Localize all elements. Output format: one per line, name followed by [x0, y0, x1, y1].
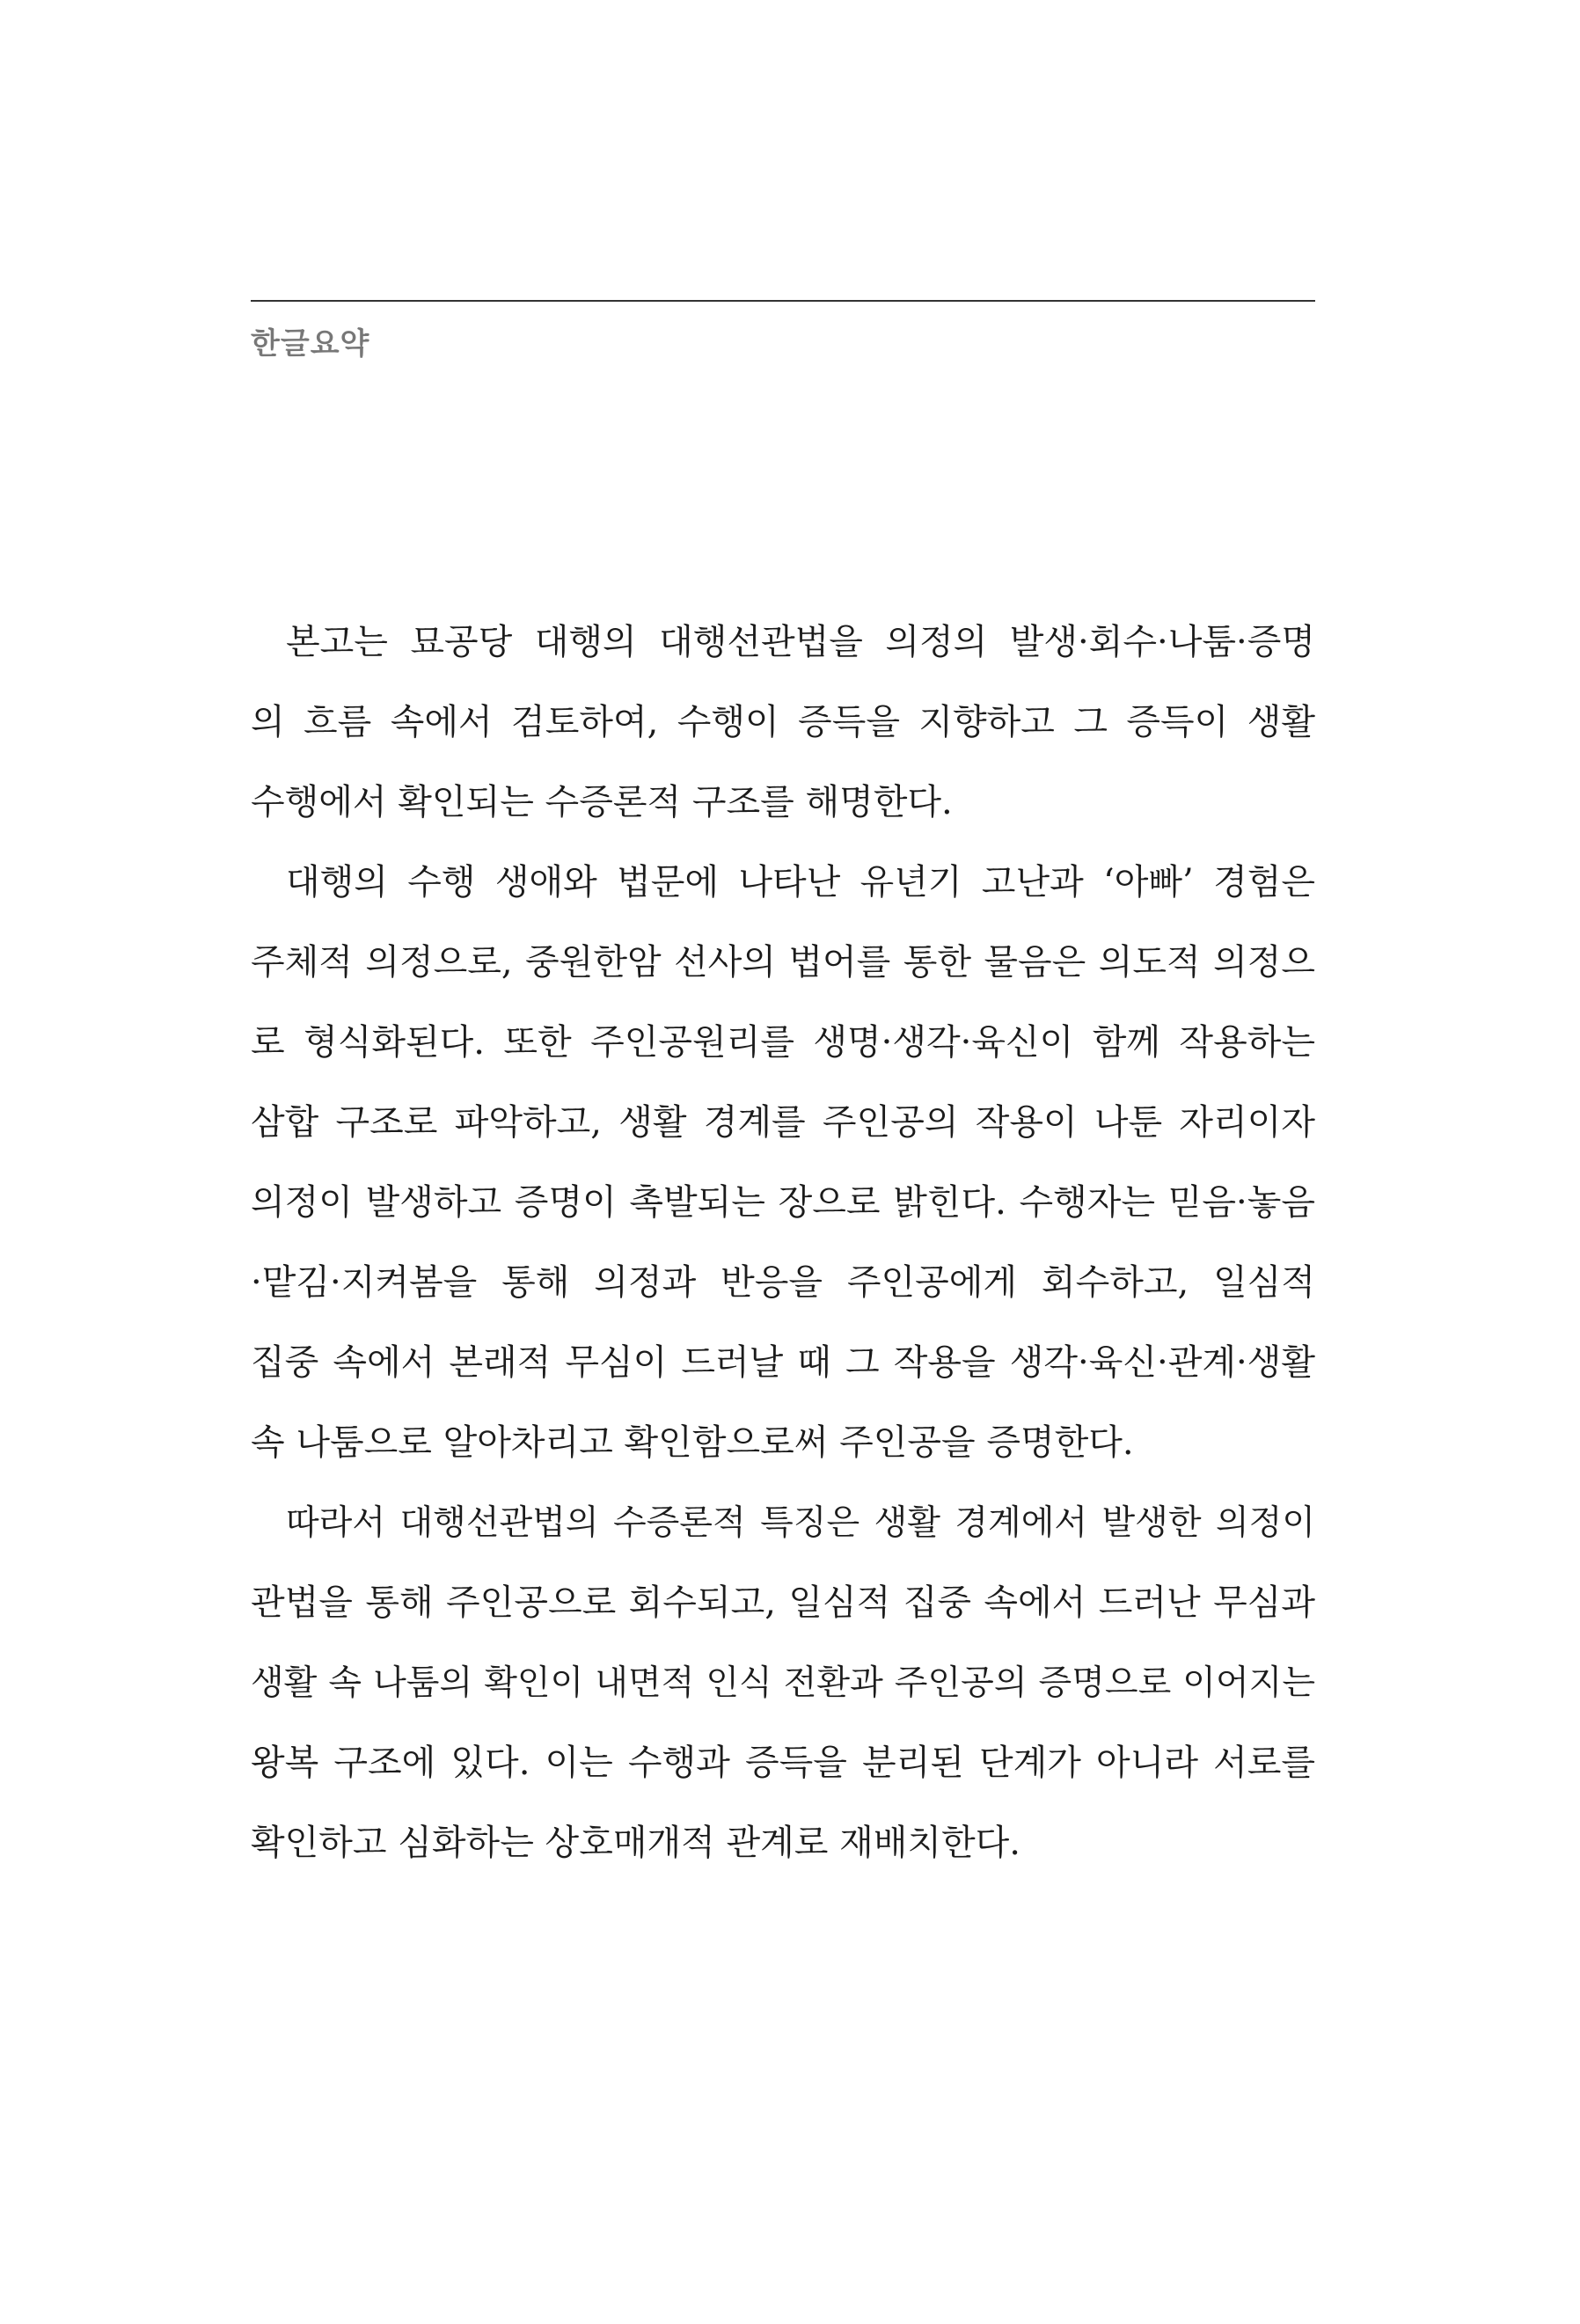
text-line: 주체적 의정으로, 중원한암 선사의 법어를 통한 물음은 의도적 의정으	[251, 942, 1315, 983]
abstract-body	[251, 603, 1315, 1883]
text-line: 확인하고 심화하는 상호매개적 관계로 재배치한다.	[251, 1823, 1021, 1863]
text-line: ·맡김·지켜봄을 통해 의정과 반응을 주인공에게 회수하고, 일심적	[251, 1262, 1315, 1303]
text-line: 왕복 구조에 있다. 이는 수행과 증득을 분리된 단계가 아니라 서로를	[251, 1743, 1315, 1783]
text-line: 의 흐름 속에서 검토하여, 수행이 증득을 지향하고 그 증득이 생활	[251, 702, 1315, 742]
text-line: 대행의 수행 생애와 법문에 나타난 유년기 고난과 ‘아빠’ 경험은	[286, 862, 1315, 903]
text-line: 관법을 통해 주인공으로 회수되고, 일심적 집중 속에서 드러난 무심과	[251, 1582, 1315, 1623]
paragraph-1	[251, 603, 1315, 843]
text-line: 수행에서 확인되는 수증론적 구조를 해명한다.	[251, 782, 953, 822]
text-line: 집중 속에서 본래적 무심이 드러날 때 그 작용을 생각·육신·관계·생활	[251, 1342, 1315, 1383]
section-label: 한글요약	[251, 326, 370, 362]
text-line: 생활 속 나툼의 확인이 내면적 인식 전환과 주인공의 증명으로 이어지는	[251, 1663, 1315, 1703]
text-line: 속 나툼으로 알아차리고 확인함으로써 주인공을 증명한다.	[251, 1422, 1134, 1463]
text-line: 따라서 대행선관법의 수증론적 특징은 생활 경계에서 발생한 의정이	[286, 1503, 1315, 1543]
paragraph-2	[251, 843, 1315, 1483]
text-line: 본고는 묘공당 대행의 대행선관법을 의정의 발생·회수·나툼·증명	[286, 622, 1315, 662]
text-line: 로 형식화된다. 또한 주인공원리를 생명·생각·육신이 함께 작용하는	[251, 1022, 1315, 1063]
paragraph-3	[251, 1483, 1315, 1883]
header-rule	[251, 300, 1315, 302]
text-line: 의정이 발생하고 증명이 촉발되는 장으로 밝힌다. 수행자는 믿음·놓음	[251, 1182, 1315, 1223]
text-line: 삼합 구조로 파악하고, 생활 경계를 주인공의 작용이 나툰 자리이자	[251, 1102, 1315, 1143]
